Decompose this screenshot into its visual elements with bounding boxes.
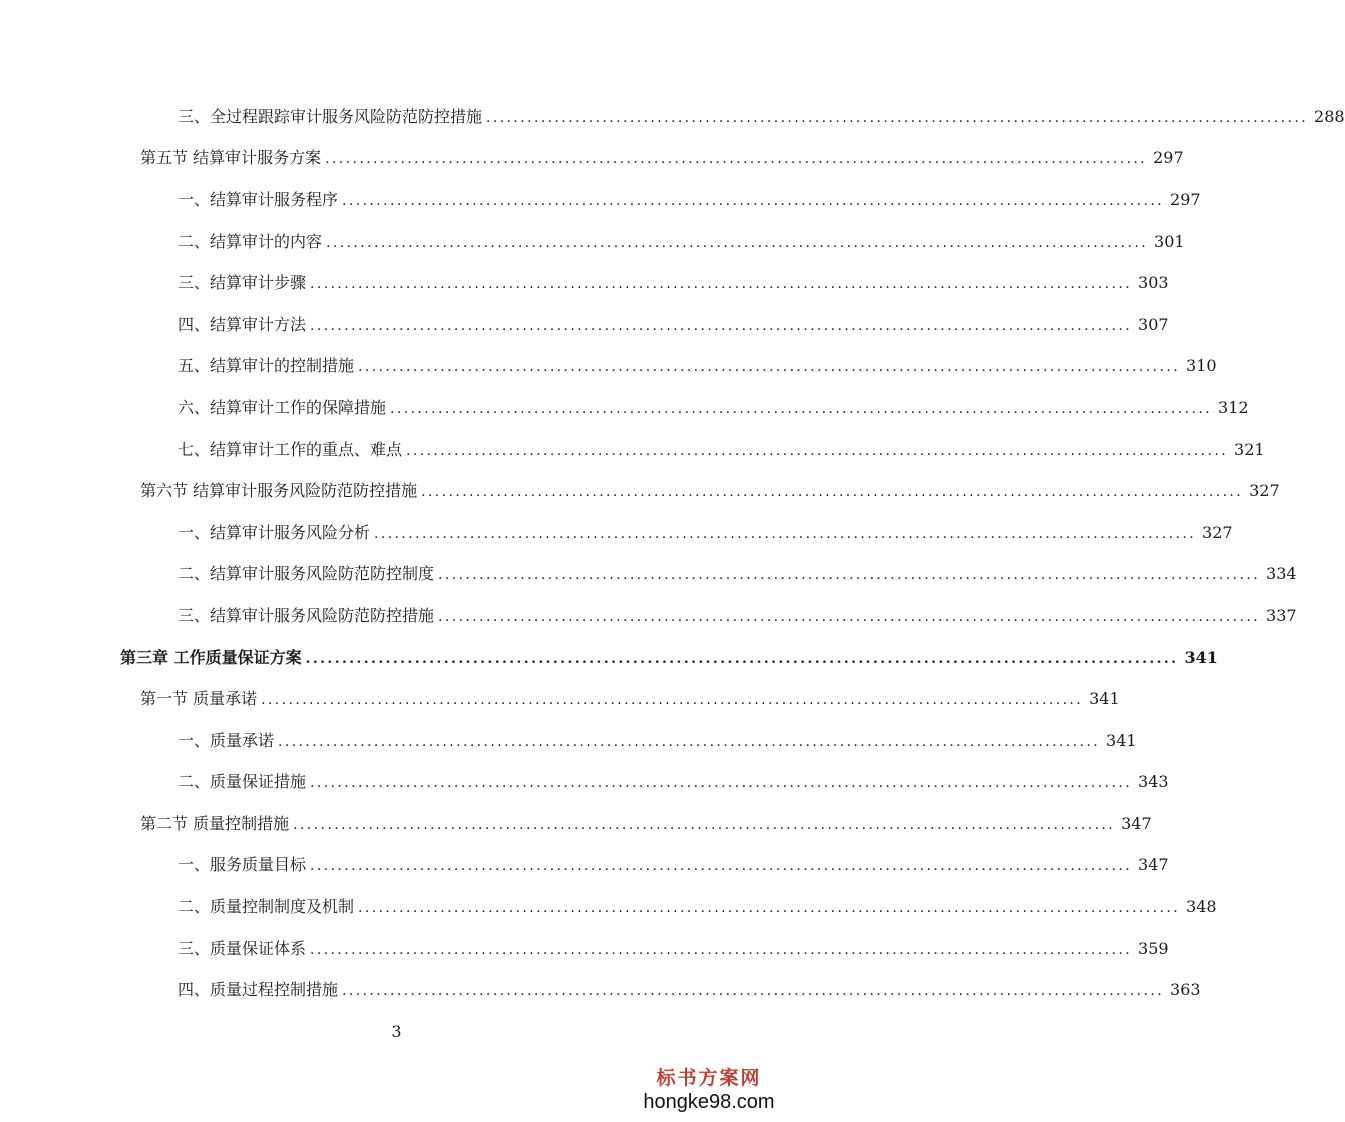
toc-dot-leader: ........................................................................................................................ — [342, 983, 1165, 1000]
toc-entry[interactable] — [178, 720, 1137, 762]
toc-entry[interactable] — [120, 637, 1218, 679]
page-number: 3 — [391, 1022, 402, 1041]
toc-entry[interactable] — [178, 96, 1345, 138]
toc-dot-leader: ........................................................................................................................ — [421, 484, 1244, 501]
toc-entry[interactable] — [178, 969, 1201, 1011]
toc-dot-leader: ........................................................................................................................ — [438, 608, 1261, 625]
toc-dot-leader: ........................................................................................................................ — [326, 234, 1149, 251]
toc-entry[interactable] — [140, 470, 1280, 512]
toc-entry[interactable] — [140, 138, 1184, 180]
toc-dot-leader: ........................................................................................................................ — [358, 359, 1181, 376]
toc-entry[interactable] — [178, 512, 1233, 554]
toc-entry-title: 一、服务质量目标 — [178, 855, 307, 875]
toc-entry-page: 341 — [1184, 647, 1218, 667]
toc-entry[interactable] — [178, 845, 1169, 887]
toc-entry[interactable] — [178, 304, 1169, 346]
toc-entry-title: 二、结算审计的内容 — [178, 231, 323, 251]
toc-dot-leader: ........................................................................................................................ — [342, 192, 1165, 209]
watermark — [639, 1063, 779, 1114]
toc-entry-title: 六、结算审计工作的保障措施 — [178, 397, 387, 417]
toc-entry-page: 312 — [1218, 397, 1249, 417]
toc-dot-leader: ........................................................................................................................ — [310, 941, 1133, 958]
toc-entry-title: 三、质量保证体系 — [178, 938, 307, 958]
toc-entry[interactable] — [178, 554, 1297, 596]
toc-entry-title: 第三章 工作质量保证方案 — [120, 647, 302, 667]
toc-entry-title: 三、全过程跟踪审计服务风险防范防控措施 — [178, 106, 483, 126]
toc-dot-leader: ........................................................................................................................ — [261, 692, 1084, 709]
toc-entry-page: 347 — [1138, 855, 1169, 875]
toc-dot-leader: ........................................................................................................................ — [486, 109, 1309, 126]
toc-dot-leader: ........................................................................................................................ — [310, 317, 1133, 334]
toc-entry-page: 337 — [1266, 605, 1297, 625]
toc-dot-leader: ........................................................................................................................ — [310, 775, 1133, 792]
toc-dot-leader: ........................................................................................................................ — [293, 816, 1116, 833]
toc-entry-page: 297 — [1153, 148, 1184, 168]
toc-entry[interactable] — [178, 221, 1185, 263]
toc-entry-title: 七、结算审计工作的重点、难点 — [178, 439, 403, 459]
toc-entry-page: 347 — [1121, 813, 1152, 833]
toc-entry-page: 301 — [1154, 231, 1185, 251]
toc-entry[interactable] — [178, 762, 1169, 804]
toc-entry-page: 343 — [1138, 772, 1169, 792]
toc-entry-page: 341 — [1089, 689, 1120, 709]
toc-entry[interactable] — [178, 886, 1217, 928]
toc-entry[interactable] — [178, 928, 1169, 970]
toc-entry-title: 第一节 质量承诺 — [140, 689, 258, 709]
watermark-url: hongke98.com — [643, 1091, 775, 1113]
toc-entry-title: 四、质量过程控制措施 — [178, 980, 339, 1000]
toc-entry-title: 一、结算审计服务程序 — [178, 189, 339, 209]
toc-entry-title: 一、质量承诺 — [178, 730, 275, 750]
toc-entry-page: 327 — [1249, 481, 1280, 501]
toc-entry[interactable] — [178, 179, 1201, 221]
toc-entry-page: 321 — [1234, 439, 1265, 459]
toc-entry[interactable] — [178, 387, 1249, 429]
toc-dot-leader: ........................................................................................................................ — [438, 567, 1261, 584]
toc-entry-page: 310 — [1186, 356, 1217, 376]
toc-entry[interactable] — [178, 346, 1217, 388]
toc-entry-title: 二、质量控制制度及机制 — [178, 897, 355, 917]
toc-entry[interactable] — [178, 262, 1169, 304]
toc-entry-page: 327 — [1202, 522, 1233, 542]
toc-entry-page: 297 — [1170, 189, 1201, 209]
toc-entry-title: 三、结算审计步骤 — [178, 273, 307, 293]
toc-dot-leader: ........................................................................................................................ — [278, 733, 1101, 750]
toc-dot-leader: ........................................................................................................................ — [406, 442, 1229, 459]
toc-entry-page: 348 — [1186, 897, 1217, 917]
toc-entry[interactable] — [140, 678, 1120, 720]
toc-entry-page: 307 — [1138, 314, 1169, 334]
toc-entry-title: 第二节 质量控制措施 — [140, 813, 290, 833]
toc-dot-leader: ........................................................................................................................ — [310, 276, 1133, 293]
toc-entry-title: 二、结算审计服务风险防范防控制度 — [178, 564, 435, 584]
toc-dot-leader: ........................................................................................................................ — [358, 900, 1181, 917]
toc-entry-page: 363 — [1170, 980, 1201, 1000]
toc-entry[interactable] — [140, 803, 1152, 845]
watermark-title: 标书方案网 — [656, 1067, 762, 1089]
toc-entry-title: 三、结算审计服务风险防范防控措施 — [178, 605, 435, 625]
toc-entry-page: 288 — [1314, 106, 1345, 126]
toc-entry-title: 第六节 结算审计服务风险防范防控措施 — [140, 481, 418, 501]
toc-entry[interactable] — [178, 595, 1297, 637]
toc-dot-leader: ........................................................................................................................ — [390, 400, 1213, 417]
toc-entry-page: 359 — [1138, 938, 1169, 958]
table-of-contents — [0, 96, 1345, 1011]
toc-entry[interactable] — [178, 429, 1265, 471]
toc-entry-title: 第五节 结算审计服务方案 — [140, 148, 322, 168]
toc-entry-page: 334 — [1266, 564, 1297, 584]
toc-entry-title: 五、结算审计的控制措施 — [178, 356, 355, 376]
toc-entry-title: 一、结算审计服务风险分析 — [178, 522, 371, 542]
toc-entry-page: 341 — [1106, 730, 1137, 750]
toc-entry-page: 303 — [1138, 273, 1169, 293]
toc-entry-title: 四、结算审计方法 — [178, 314, 307, 334]
toc-dot-leader: ........................................................................................................................ — [305, 650, 1179, 667]
toc-dot-leader: ........................................................................................................................ — [374, 525, 1197, 542]
toc-entry-title: 二、质量保证措施 — [178, 772, 307, 792]
toc-dot-leader: ........................................................................................................................ — [310, 858, 1133, 875]
toc-dot-leader: ........................................................................................................................ — [325, 151, 1148, 168]
